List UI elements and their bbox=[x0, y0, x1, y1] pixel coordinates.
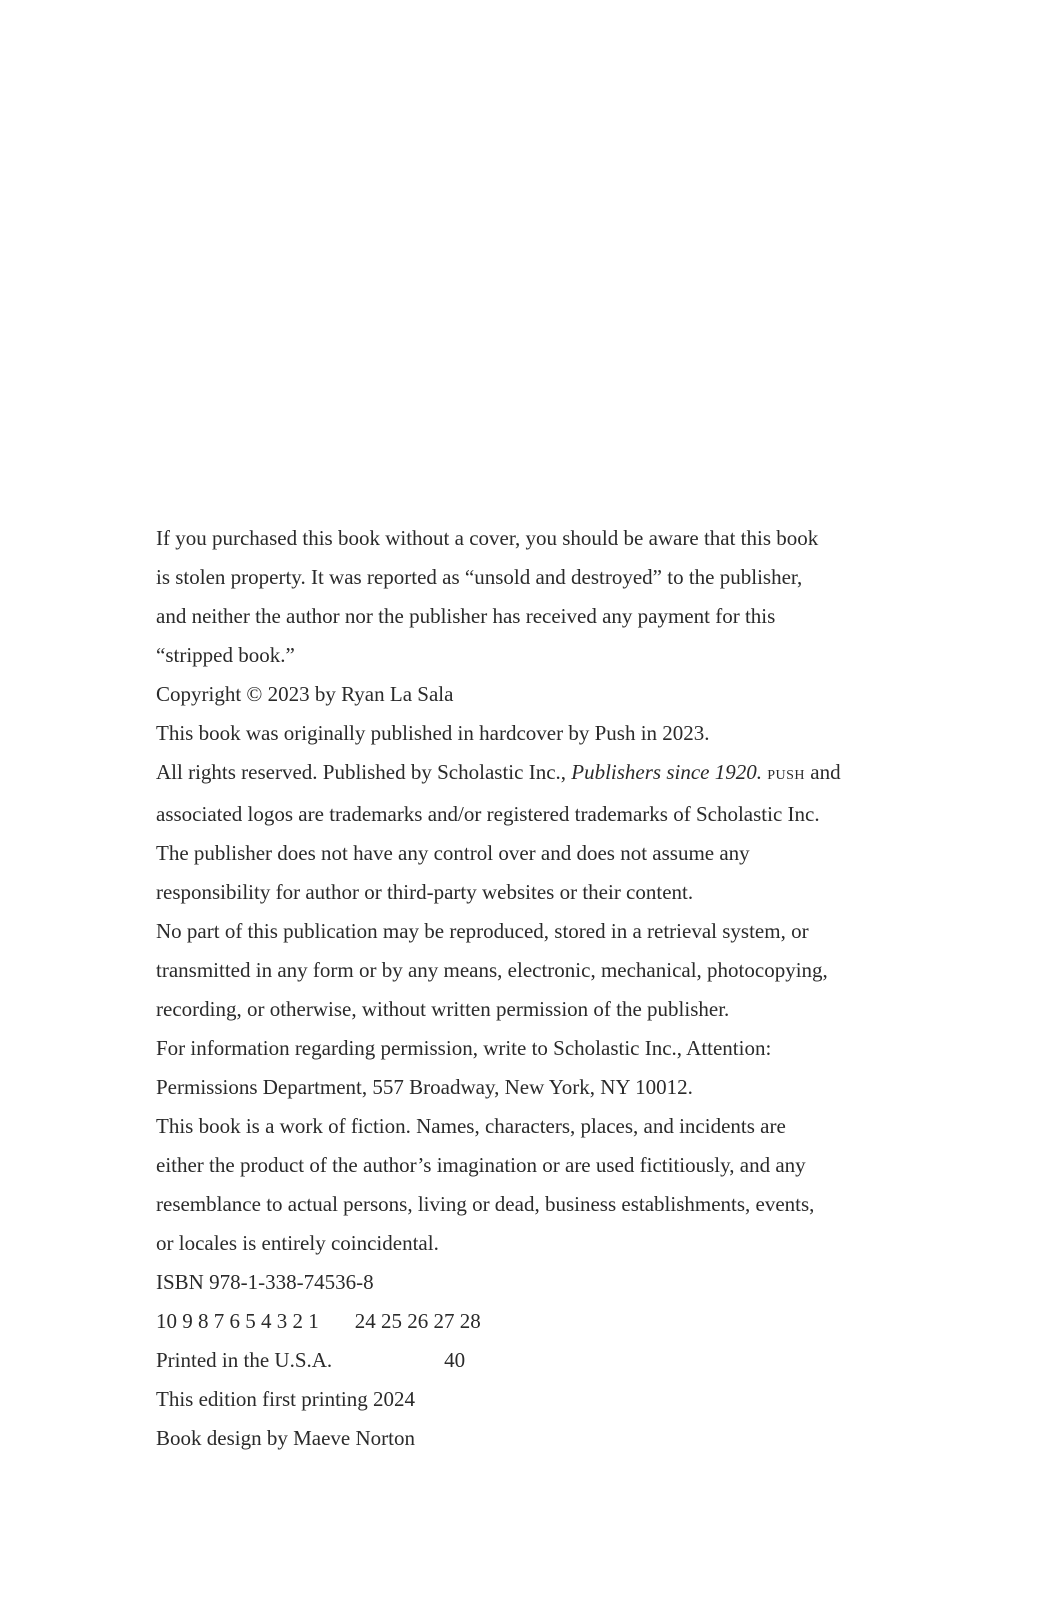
edition-line: This edition first printing 2024 bbox=[156, 1387, 415, 1411]
website-disclaimer-line: responsibility for author or third-party websites or their content. bbox=[156, 880, 694, 904]
website-disclaimer-line: The publisher does not have any control over and does not assume any bbox=[156, 841, 750, 865]
design-credit-line: Book design by Maeve Norton bbox=[156, 1426, 415, 1450]
printed-in-line bbox=[156, 1341, 926, 1380]
stripped-notice-line: is stolen property. It was reported as “unsold and destroyed” to the publisher, bbox=[156, 565, 803, 589]
fiction-notice-line: or locales is entirely coincidental. bbox=[156, 1231, 439, 1255]
reproduction-line: transmitted in any form or by any means, electronic, mechanical, photocopying, bbox=[156, 958, 828, 982]
permissions-line: Permissions Department, 557 Broadway, New York, NY 10012. bbox=[156, 1075, 693, 1099]
copyright-line: Copyright © 2023 by Ryan La Sala bbox=[156, 682, 454, 706]
copyright-block bbox=[156, 519, 926, 1458]
permissions-line: For information regarding permission, write to Scholastic Inc., Attention: bbox=[156, 1036, 772, 1060]
rights-line: associated logos are trademarks and/or registered trademarks of Scholastic Inc. bbox=[156, 802, 820, 826]
rights-text: All rights reserved. Published by Scholastic Inc., bbox=[156, 760, 572, 784]
reproduction-line: recording, or otherwise, without written permission of the publisher. bbox=[156, 997, 730, 1021]
isbn-line: ISBN 978-1-338-74536-8 bbox=[156, 1270, 374, 1294]
fiction-notice-line: This book is a work of fiction. Names, characters, places, and incidents are bbox=[156, 1114, 786, 1138]
imprint-name: PUSH bbox=[767, 768, 806, 783]
fiction-notice-line: either the product of the author’s imagination or are used fictitiously, and any bbox=[156, 1153, 806, 1177]
publisher-motto: Publishers since 1920. bbox=[571, 760, 762, 784]
fiction-notice-line: resemblance to actual persons, living or dead, business establishments, events, bbox=[156, 1192, 815, 1216]
rights-line bbox=[156, 753, 926, 795]
rights-text-end: and bbox=[805, 760, 841, 784]
printing-years: 24 25 26 27 28 bbox=[354, 1309, 481, 1333]
impression-numbers: 10 9 8 7 6 5 4 3 2 1 bbox=[156, 1309, 319, 1333]
stripped-notice-line: If you purchased this book without a cover, you should be aware that this book bbox=[156, 526, 819, 550]
stripped-notice-line: “stripped book.” bbox=[156, 643, 295, 667]
printing-numbers-line bbox=[156, 1302, 926, 1341]
printed-in-text: Printed in the U.S.A. bbox=[156, 1348, 333, 1372]
stripped-notice-line: and neither the author nor the publisher has received any payment for this bbox=[156, 604, 776, 628]
original-publication-line: This book was originally published in hardcover by Push in 2023. bbox=[156, 721, 710, 745]
reproduction-line: No part of this publication may be reproduced, stored in a retrieval system, or bbox=[156, 919, 809, 943]
plant-code: 40 bbox=[444, 1348, 466, 1372]
